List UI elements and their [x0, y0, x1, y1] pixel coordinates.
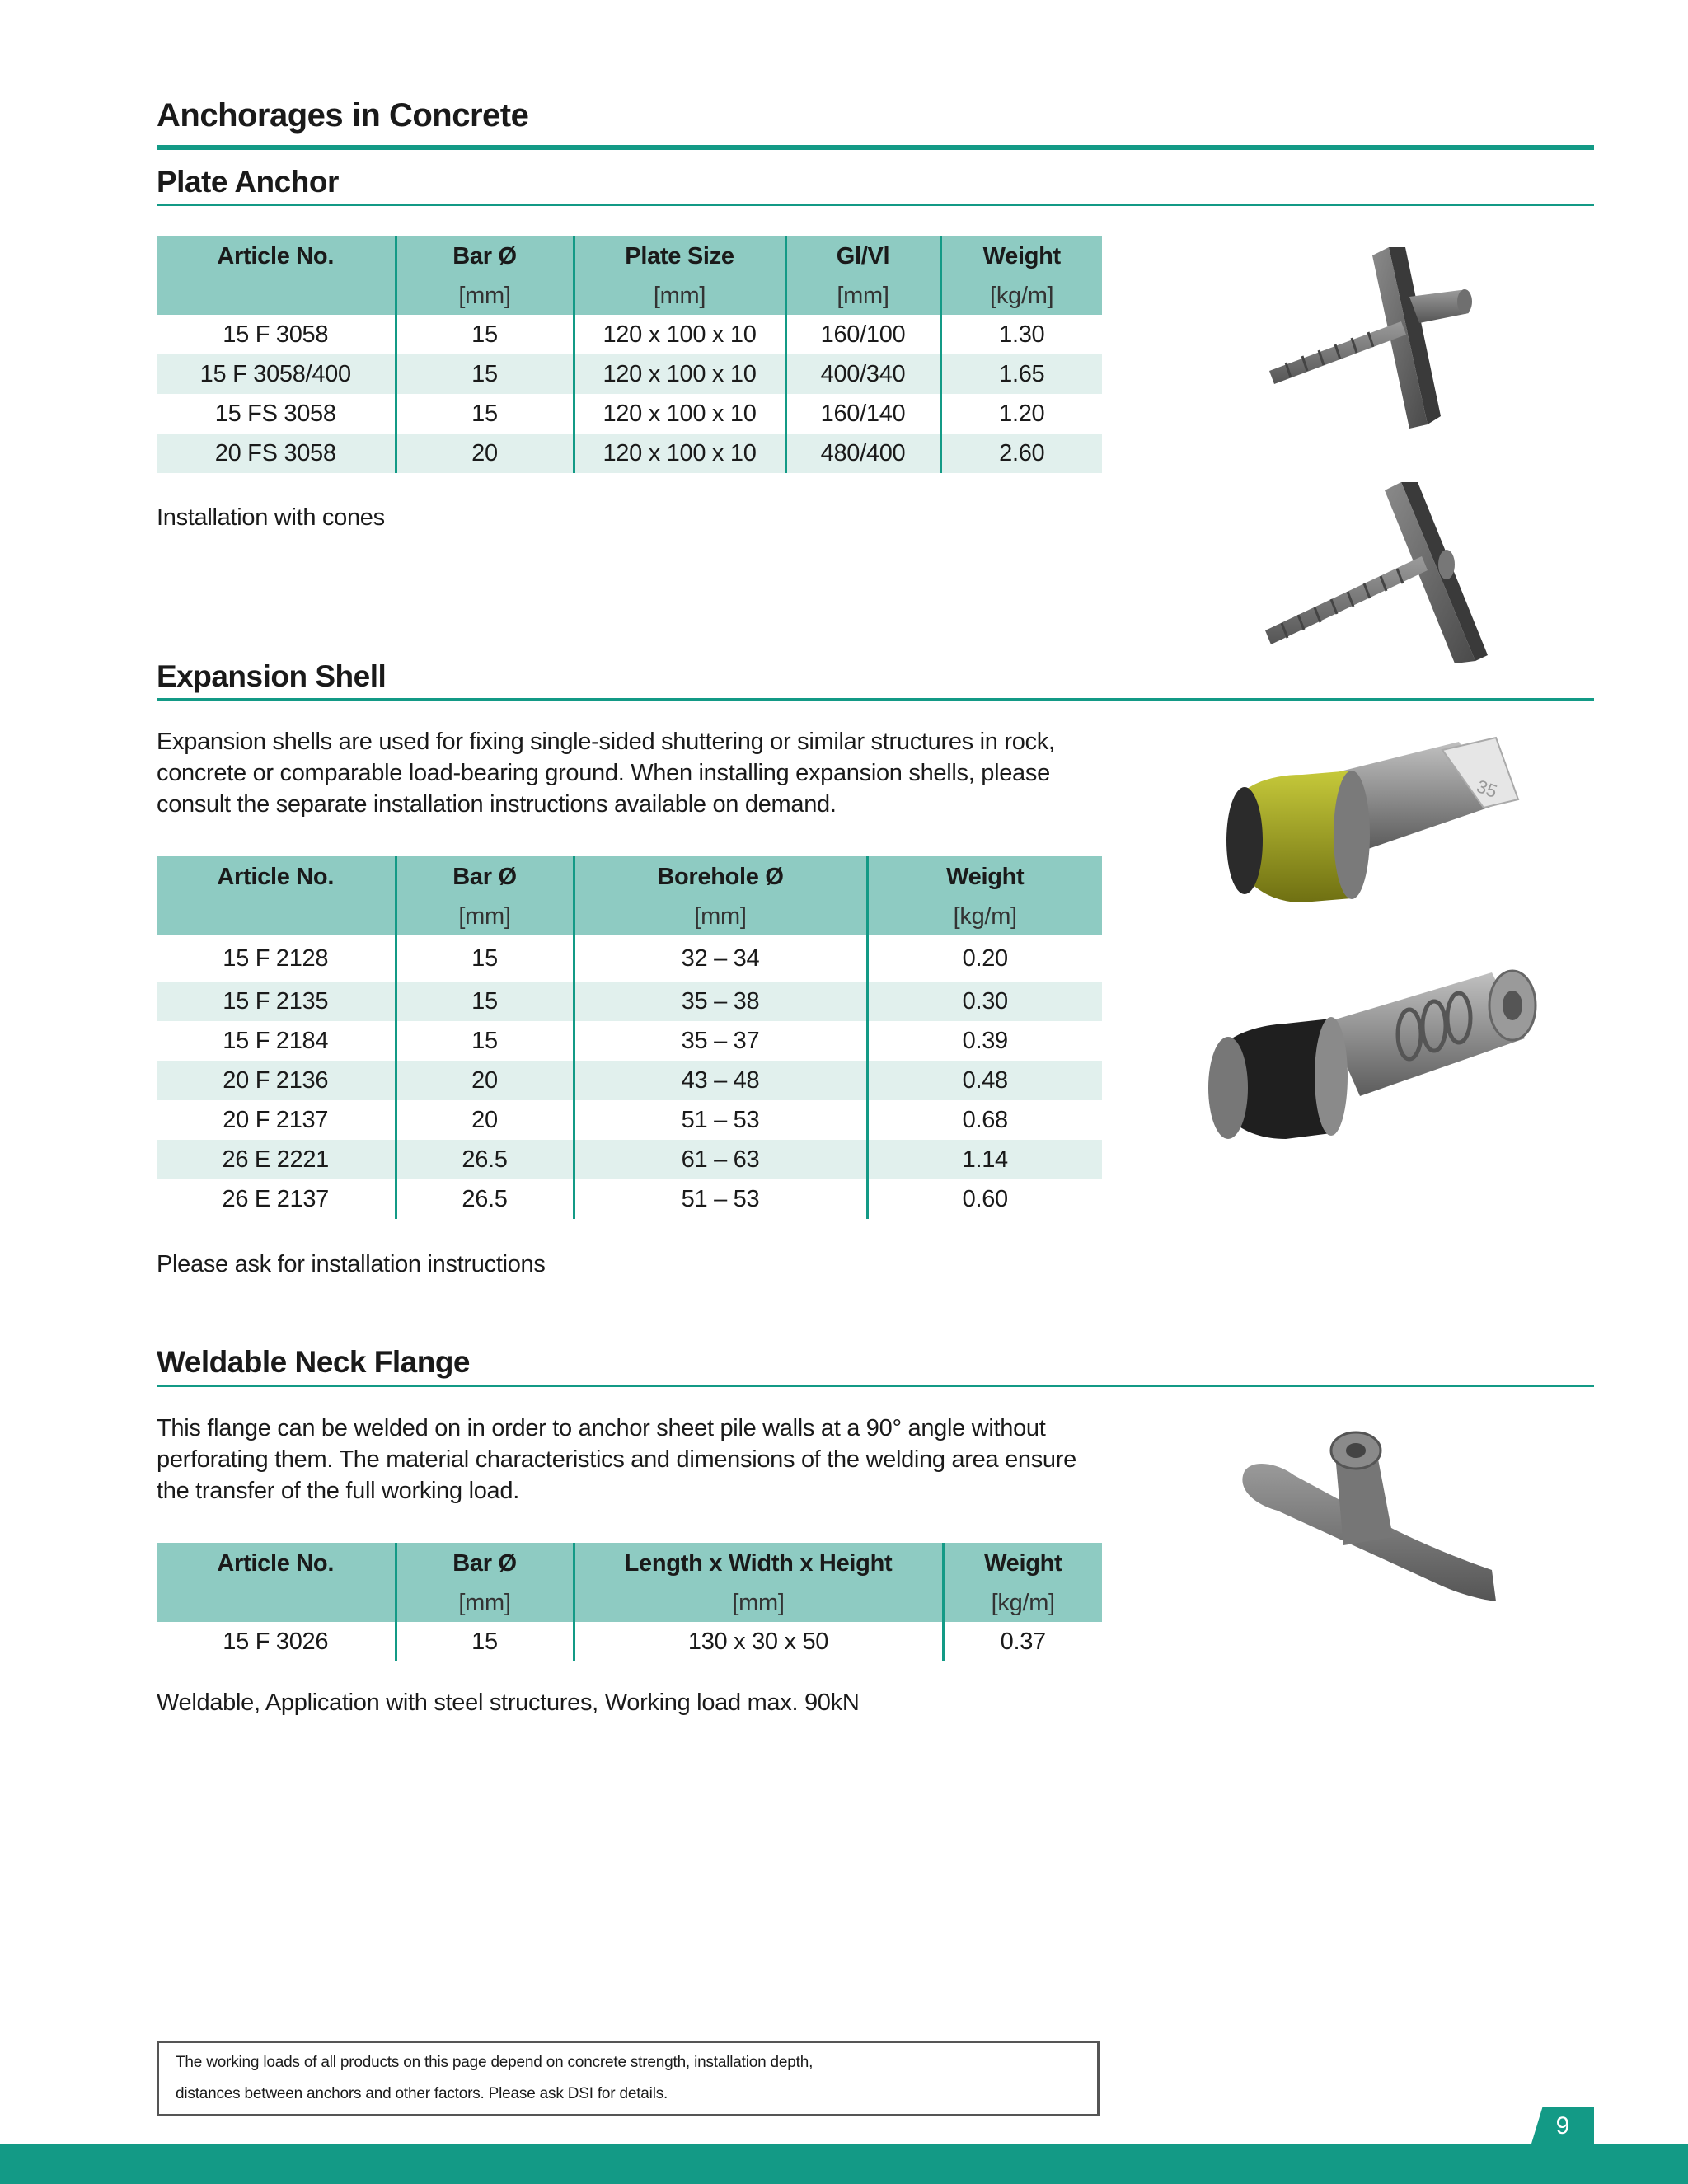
unit-cell: [mm] [785, 277, 940, 315]
column-header: Weight [943, 1543, 1102, 1584]
unit-cell: [mm] [574, 1584, 943, 1622]
table-cell: 130 x 30 x 50 [574, 1622, 943, 1661]
table-cell: 0.30 [867, 982, 1102, 1021]
size-marking: 35 [1474, 776, 1500, 803]
unit-cell [157, 277, 396, 315]
table-cell: 15 [396, 1622, 574, 1661]
expansion-shell-heading: Expansion Shell [157, 659, 387, 693]
column-header: Bar Ø [396, 1543, 574, 1584]
table-cell: 120 x 100 x 10 [574, 434, 785, 473]
plate-anchor-rule [157, 204, 1594, 206]
table-cell: 20 [396, 1100, 574, 1140]
table-cell: 26.5 [396, 1140, 574, 1179]
table-row [157, 1140, 1102, 1179]
table-cell: 120 x 100 x 10 [574, 354, 785, 394]
column-header: Gl/Vl [785, 236, 940, 277]
unit-cell: [mm] [396, 1584, 574, 1622]
table-cell: 15 [396, 315, 574, 354]
unit-cell: [kg/m] [867, 898, 1102, 935]
table-row [157, 1179, 1102, 1219]
expansion-shell-spring-image [1195, 964, 1541, 1162]
unit-cell: [kg/m] [943, 1584, 1102, 1622]
footer-note-line: The working loads of all products on this page depend on concrete strength, installation depth, [176, 2054, 814, 2071]
unit-cell: [mm] [574, 277, 785, 315]
expansion-shell-table [157, 856, 1102, 1219]
plate-anchor-heading: Plate Anchor [157, 165, 339, 199]
table-cell: 20 [396, 1061, 574, 1100]
table-cell: 15 F 2135 [223, 987, 329, 1015]
column-header: Article No. [217, 863, 335, 890]
column-header: Article No. [217, 1549, 335, 1577]
table-cell: 32 – 34 [574, 935, 867, 982]
page-title: Anchorages in Concrete [157, 97, 529, 134]
table-cell: 15 FS 3058 [214, 400, 336, 427]
expansion-shell-image [1212, 725, 1541, 940]
table-cell: 26 E 2221 [222, 1146, 330, 1173]
neck-flange-note: Weldable, Application with steel structures, Working load max. 90kN [157, 1690, 860, 1716]
table-row [157, 935, 1102, 982]
expansion-shell-description: Expansion shells are used for fixing single-sided shuttering or similar structures in rock, concrete or comparable load-bearing ground. When installing expansion shells, please consult the separate installation instructions available on demand. [157, 729, 1055, 818]
table-row [157, 315, 1102, 354]
table-cell: 15 F 3026 [223, 1628, 329, 1655]
table-cell: 15 [396, 982, 574, 1021]
table-cell: 51 – 53 [574, 1100, 867, 1140]
table-cell: 15 [396, 935, 574, 982]
table-cell: 160/140 [785, 394, 940, 434]
table-cell: 1.30 [940, 315, 1102, 354]
table-cell: 480/400 [785, 434, 940, 473]
table-cell: 1.20 [940, 394, 1102, 434]
table-cell: 0.48 [867, 1061, 1102, 1100]
table-cell: 400/340 [785, 354, 940, 394]
unit-cell: [kg/m] [940, 277, 1102, 315]
table-cell: 120 x 100 x 10 [574, 315, 785, 354]
table-cell: 15 [396, 394, 574, 434]
table-row [157, 434, 1102, 473]
table-row [157, 354, 1102, 394]
table-cell: 26.5 [396, 1179, 574, 1219]
table-cell: 2.60 [940, 434, 1102, 473]
neck-flange-table [157, 1543, 1102, 1661]
table-cell: 20 F 2137 [223, 1106, 329, 1133]
table-cell: 20 FS 3058 [214, 439, 336, 466]
table-cell: 51 – 53 [574, 1179, 867, 1219]
plate-anchor-cone-image [1236, 478, 1508, 668]
neck-flange-description: This flange can be welded on in order to anchor sheet pile walls at a 90° angle without perforating them. The material characteristics and dimensions of the welding area ensure the transfer of the full working load. [157, 1415, 1076, 1504]
table-cell: 0.68 [867, 1100, 1102, 1140]
neck-flange-image [1228, 1413, 1508, 1628]
unit-cell: [mm] [574, 898, 867, 935]
table-cell: 1.14 [867, 1140, 1102, 1179]
table-cell: 43 – 48 [574, 1061, 867, 1100]
column-header: Bar Ø [396, 236, 574, 277]
table-cell: 15 F 2184 [223, 1027, 329, 1054]
table-row [157, 394, 1102, 434]
table-cell: 0.60 [867, 1179, 1102, 1219]
column-header: Bar Ø [396, 856, 574, 898]
table-cell: 160/100 [785, 315, 940, 354]
table-cell: 35 – 38 [574, 982, 867, 1021]
table-cell: 120 x 100 x 10 [574, 394, 785, 434]
column-header: Plate Size [574, 236, 785, 277]
table-cell: 35 – 37 [574, 1021, 867, 1061]
footer-note [157, 2041, 1100, 2116]
table-row [157, 1100, 1102, 1140]
title-rule [157, 145, 1594, 150]
unit-cell: [mm] [396, 277, 574, 315]
table-cell: 1.65 [940, 354, 1102, 394]
table-cell: 26 E 2137 [222, 1185, 330, 1212]
table-cell: 20 F 2136 [223, 1066, 329, 1094]
table-cell: 61 – 63 [574, 1140, 867, 1179]
plate-anchor-image [1236, 231, 1508, 437]
table-cell: 15 [396, 354, 574, 394]
neck-flange-rule [157, 1385, 1594, 1387]
unit-cell [157, 898, 396, 935]
plate-anchor-table [157, 236, 1102, 473]
unit-cell: [mm] [396, 898, 574, 935]
column-header: Weight [940, 236, 1102, 277]
column-header: Article No. [217, 242, 335, 269]
page-number: 9 [1555, 2112, 1570, 2139]
expansion-shell-note: Please ask for installation instructions [157, 1251, 546, 1277]
expansion-shell-rule [157, 698, 1594, 701]
footer-bar [0, 2144, 1688, 2184]
column-header: Length x Width x Height [574, 1543, 943, 1584]
table-row [157, 1061, 1102, 1100]
table-row [157, 1021, 1102, 1061]
table-cell: 15 F 3058 [223, 321, 329, 348]
footer-note-line: distances between anchors and other factors. Please ask DSI for details. [176, 2085, 668, 2102]
column-header: Weight [867, 856, 1102, 898]
table-cell: 0.20 [867, 935, 1102, 982]
column-header: Borehole Ø [574, 856, 867, 898]
table-cell: 0.39 [867, 1021, 1102, 1061]
table-cell: 15 [396, 1021, 574, 1061]
table-row [157, 982, 1102, 1021]
table-cell: 15 F 2128 [223, 944, 329, 972]
plate-anchor-note: Installation with cones [157, 504, 385, 531]
table-cell: 20 [396, 434, 574, 473]
table-row [157, 1622, 1102, 1661]
table-cell: 15 F 3058/400 [199, 360, 351, 387]
neck-flange-heading: Weldable Neck Flange [157, 1345, 470, 1379]
table-cell: 0.37 [943, 1622, 1102, 1661]
unit-cell [157, 1584, 396, 1622]
